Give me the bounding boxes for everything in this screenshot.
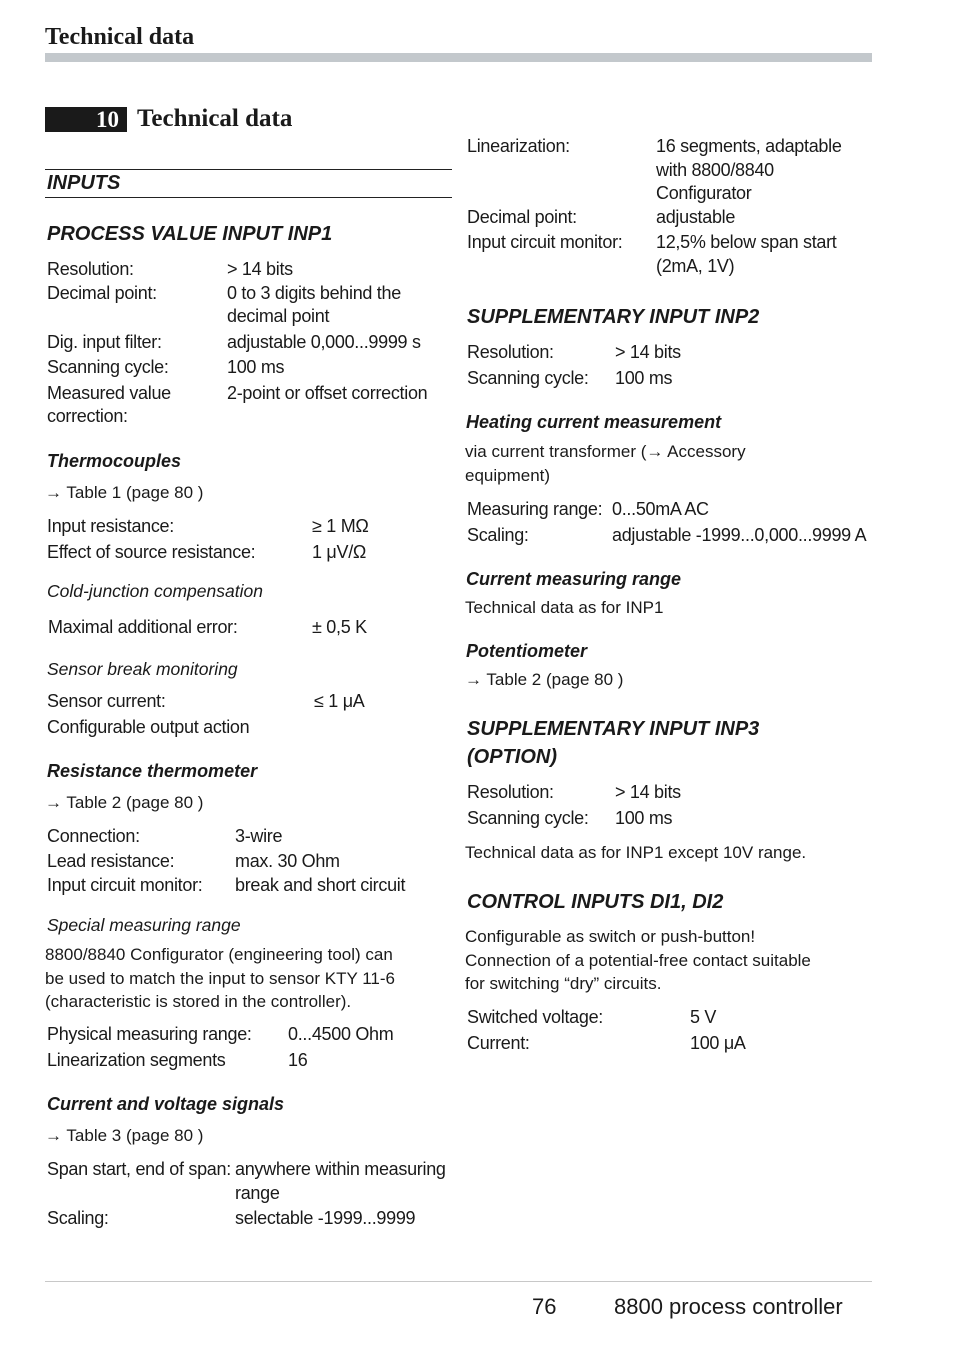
table-row [47,716,364,740]
row-value: 12,5% below span start [656,232,837,252]
row-value: > 14 bits [615,342,681,362]
row-label: Input resistance: [47,516,174,536]
table-row [467,159,842,183]
row-value: adjustable -1999...0,000...9999 A [612,524,867,545]
current-measuring-range-heading: Current measuring range [466,569,682,589]
heating-current-paragraph [465,440,746,487]
table-row [47,850,405,874]
table-row [47,825,405,849]
current-voltage-heading: Current and voltage signals [47,1094,285,1114]
paragraph-line: equipment) [465,465,551,485]
inp1-heading: PROCESS VALUE INPUT INP1 [47,223,333,245]
row-label: Span start, end of span: [47,1159,231,1179]
row-value: ± 0,5 K [312,617,367,637]
running-header-title: Technical data [45,24,195,50]
row-label [47,1182,235,1206]
row-label: Current: [467,1032,530,1053]
chapter-number: 10 [45,107,127,132]
row-label: Measured value [47,382,171,403]
row-label: Scanning cycle: [467,807,589,828]
table-row [467,1032,746,1056]
row-label [467,182,656,206]
inputs-rule-top [45,169,452,170]
table-row [47,405,427,429]
special-range-heading: Special measuring range [47,915,241,935]
row-value: 0 to 3 digits behind the [227,282,401,303]
table-row [467,367,681,391]
footer-rule [45,1281,872,1282]
current-measuring-range-text: Technical data as for INP1 [465,598,664,617]
table-row [47,1023,393,1047]
inp2-table [467,341,681,390]
row-label: Scanning cycle: [47,357,169,377]
row-label: Decimal point: [47,282,157,303]
row-value: range [235,1182,280,1203]
table-row [467,135,842,159]
row-label: Maximal additional error: [48,617,238,637]
table-row [47,382,427,406]
row-value: > 14 bits [227,259,293,279]
paragraph-line: (characteristic is stored in the controller). [45,992,352,1011]
row-label: Dig. input filter: [47,331,162,352]
row-value: break and short circuit [235,875,406,895]
row-value: anywhere within measuring [235,1159,446,1179]
table-row [47,305,427,329]
inp3-table [467,781,681,830]
row-value: selectable -1999...9999 [235,1208,416,1228]
row-value: Configurator [656,183,752,203]
row-label: Sensor current: [47,691,166,711]
row-value: 100 μA [690,1032,746,1053]
special-range-paragraph [45,943,395,1014]
inputs-heading: INPUTS [47,172,121,194]
table-row [467,524,866,548]
page-number: 76 [532,1294,557,1319]
cold-junction-heading: Cold-junction compensation [47,581,263,601]
potentiometer-heading: Potentiometer [466,641,588,661]
row-label: Configurable output action [47,716,250,737]
row-value: 100 ms [227,357,285,377]
row-label [467,159,656,183]
sensor-break-heading: Sensor break monitoring [47,659,238,679]
row-label: Linearization segments [47,1049,226,1070]
table-row [467,206,842,230]
table-row [467,781,681,805]
paragraph-line: 8800/8840 Configurator (engineering tool) can [45,945,393,964]
table-row [467,182,842,206]
control-inputs-table [467,1006,746,1055]
row-value: (2mA, 1V) [656,255,735,276]
table-row [47,690,364,714]
table-row [47,1158,446,1182]
row-label: Input circuit monitor: [47,875,203,895]
table-row [47,331,427,355]
row-label: Measuring range: [467,499,603,519]
thermocouples-table-ref: → Table 1 (page 80 ) [45,483,204,502]
row-label: Linearization: [467,136,570,156]
inp3-text: Technical data as for INP1 except 10V range. [465,843,807,862]
paragraph-line: Connection of a potential-free contact suitable [465,950,811,970]
row-label: Effect of source resistance: [47,541,256,562]
table-row [47,515,369,539]
row-value: 16 [288,1049,308,1070]
row-value: ≤ 1 μA [314,691,365,711]
row-value: ≥ 1 MΩ [312,516,369,536]
row-value: adjustable 0,000...9999 s [227,331,421,352]
paragraph-line: for switching “dry” circuits. [465,974,662,993]
row-label: Scaling: [47,1208,109,1228]
inputs-rule-bottom [45,197,452,198]
thermocouples-table [47,515,369,564]
thermocouples-heading: Thermocouples [47,451,182,471]
heating-current-heading: Heating current measurement [466,412,722,432]
table-row [467,807,681,831]
table-row [47,282,427,306]
inp3-heading: SUPPLEMENTARY INPUT INP3 [467,718,760,740]
inp1-table [47,258,427,429]
current-voltage-table [47,1158,446,1231]
row-value: decimal point [227,306,330,326]
row-label: Connection: [47,826,140,846]
row-value: 3-wire [235,826,283,846]
row-value: 100 ms [615,807,673,828]
table-row [47,874,405,898]
row-value: 0...50mA AC [612,499,709,519]
control-inputs-heading: CONTROL INPUTS DI1, DI2 [467,891,724,913]
inp3-heading-option: (OPTION) [467,746,557,768]
row-label [467,255,656,279]
table-row [467,1006,746,1030]
row-label: Switched voltage: [467,1007,603,1027]
table-row [48,616,367,640]
row-value: > 14 bits [615,782,681,802]
row-label: Resolution: [467,342,554,362]
row-label: Scanning cycle: [467,367,589,388]
potentiometer-table-ref: → Table 2 (page 80 ) [465,670,624,689]
cold-junction-table [48,616,367,640]
table-row [467,341,681,365]
resistance-thermometer-table [47,825,405,898]
table-row [47,356,427,380]
inp2-heading: SUPPLEMENTARY INPUT INP2 [467,306,760,328]
row-label: Lead resistance: [47,850,175,871]
row-label: Resolution: [47,259,134,279]
resistance-thermometer-table-ref: → Table 2 (page 80 ) [45,793,204,812]
paragraph-line: be used to match the input to sensor KTY 11-6 [45,968,395,988]
table-row [467,498,866,522]
footer-title: 8800 process controller [614,1294,843,1319]
row-value: max. 30 Ohm [235,850,340,871]
special-range-table [47,1023,393,1072]
row-label: Input circuit monitor: [467,232,623,252]
current-voltage-table-ref: → Table 3 (page 80 ) [45,1126,204,1145]
row-label [47,305,227,329]
row-label: Decimal point: [467,206,577,227]
row-value: 5 V [690,1007,717,1027]
resistance-thermometer-heading: Resistance thermometer [47,761,258,781]
table-row [467,255,842,279]
table-row [467,231,842,255]
row-value: 1 μV/Ω [312,541,367,562]
row-label: Resolution: [467,782,554,802]
heating-current-table [467,498,866,547]
paragraph-line: via current transformer (→ Accessory [465,442,746,461]
paragraph-line: Configurable as switch or push-button! [465,927,756,946]
table-row [47,1049,393,1073]
table-row [47,1207,446,1231]
row-value: with 8800/8840 [656,159,774,180]
linearization-table [467,135,842,278]
row-label: Physical measuring range: [47,1024,252,1044]
row-value: 2-point or offset correction [227,382,428,403]
row-value: 100 ms [615,367,673,388]
row-value: 0...4500 Ohm [288,1024,394,1044]
header-rule [45,53,872,62]
row-label: Scaling: [467,524,529,545]
row-value: 16 segments, adaptable [656,136,842,156]
row-label: correction: [47,406,128,426]
chapter-title: Technical data [137,105,293,132]
row-value: adjustable [656,206,736,227]
sensor-break-table [47,690,364,739]
table-row [47,541,369,565]
table-row [47,1182,446,1206]
control-inputs-paragraph [465,925,811,996]
table-row [47,258,427,282]
